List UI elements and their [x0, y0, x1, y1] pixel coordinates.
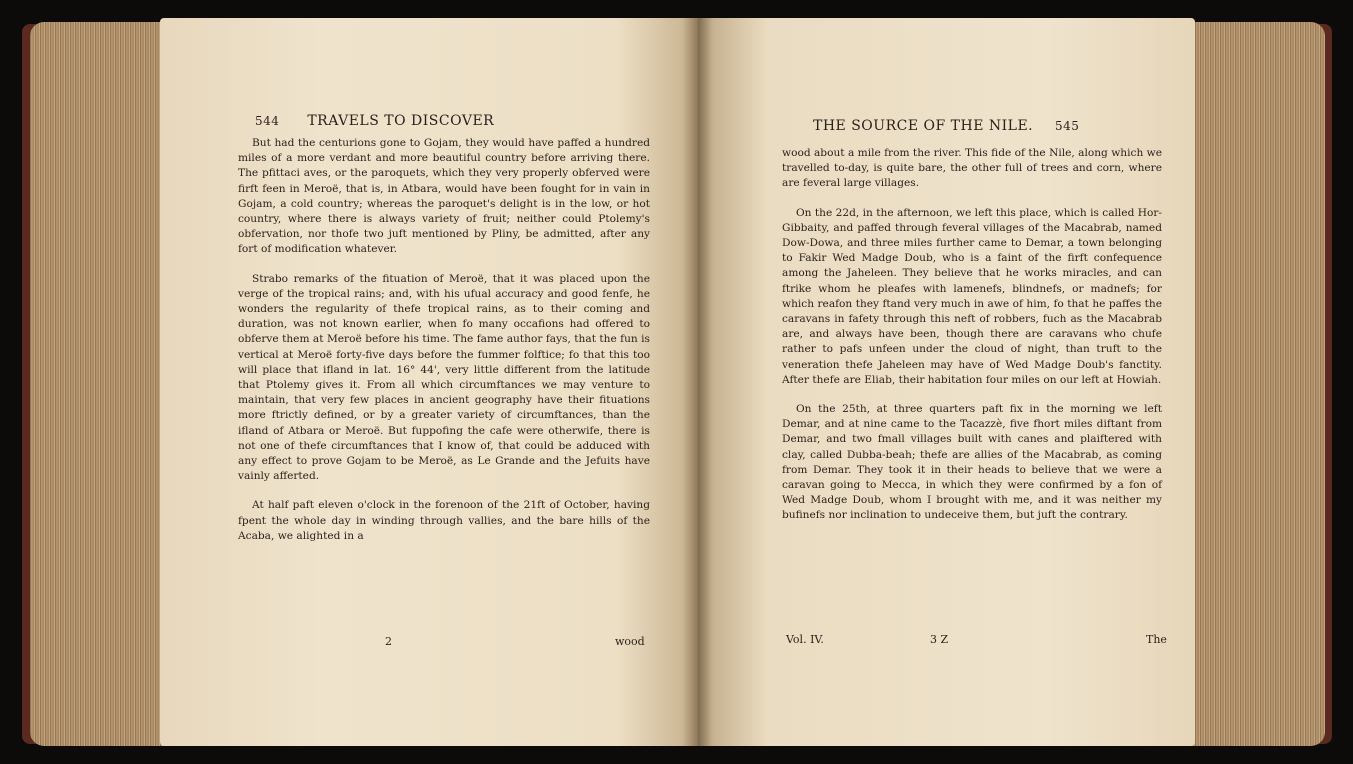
- right-paragraph-2: On the 22d, in the afternoon, we left this place, which is called Hor-Gibbaity, and paffed through feveral villages of the Macabrab, named Dow-Dowa, and three miles further came to Demar, a town belonging to Fakir Wed Madge Doub, who is a faint of the firft confequence among the Jaheleen. They believe that he works miracles, and can ftrike whom he pleafes with lamenefs, blindnefs, or madnefs; for which reafon they ftand very much in awe of him, fo that he paffes the caravans in fafety through this neft of robbers, fuch as the Macabrab are, and always have been, though there are caravans who chufe rather to pafs unfeen under the cloud of night, than truft to the veneration thefe Jaheleen may have of Wed Madge Doub's fanctity. After thefe are Eliab, their habitation four miles on our left at Howiah.: [782, 206, 1162, 386]
- left-signature: 2: [385, 635, 392, 648]
- left-paragraph-1: But had the centurions gone to Gojam, they would have paffed a hundred miles of a more verdant and more beautiful country before arriving there. The pfittaci aves, or the paroquets, which they very properly obferved were firft feen in Meroë, that is, in Atbara, would have been fought for in vain in Gojam, a cold country; whereas the paroquet's delight is in the low, or hot country, where there is always variety of fruit; neither could Ptolemy's obfervation, nor thofe two juft mentioned by Pliny, be admitted, after any fort of modification whatever.: [238, 137, 650, 256]
- right-running-header: [813, 118, 1079, 134]
- right-body-text: [782, 146, 1162, 524]
- left-running-head: TRAVELS TO DISCOVER: [307, 113, 495, 129]
- right-page-number: 545: [1055, 119, 1080, 133]
- right-running-head: THE SOURCE OF THE NILE.: [813, 118, 1034, 134]
- page-edges-right: [1190, 22, 1325, 746]
- right-catchword: The: [1146, 633, 1167, 646]
- right-signature: 3 Z: [930, 633, 949, 646]
- page-edges-left: [30, 22, 165, 746]
- volume-number: Vol. IV.: [786, 633, 824, 646]
- left-catchword: wood: [615, 635, 645, 648]
- left-paragraph-3: At half paft eleven o'clock in the forenoon of the 21ft of October, having fpent the whole day in winding through vallies, and the bare hills of the Acaba, we alighted in a: [238, 499, 650, 542]
- right-paragraph-1: wood about a mile from the river. This fide of the Nile, along which we travelled to-day, is quite bare, the other full of trees and corn, where are feveral large villages.: [782, 147, 1162, 190]
- left-page-number: 544: [255, 114, 280, 128]
- left-page: [160, 18, 698, 746]
- right-paragraph-3: On the 25th, at three quarters paft fix in the morning we left Demar, and at nine came to the Tacazzè, five fhort miles diftant from Demar, and two fmall villages built with canes and plaiftered with clay, called Dubba-beah; thefe are allies of the Macabrab, as coming from Demar. They took it in their heads to believe that we were a caravan going to Mecca, in which they were confirmed by a fon of Wed Madge Doub, whom I brought with me, and it was neither my bufinefs nor inclination to undeceive them, but juft the contrary.: [782, 403, 1162, 522]
- left-body-text: [238, 136, 650, 544]
- left-running-header: [255, 113, 494, 129]
- left-paragraph-2: Strabo remarks of the fituation of Meroë, that it was placed upon the verge of the tropical rains; and, with his ufual accuracy and good fenfe, he wonders the regularity of thefe tropical rains, as to their coming and duration, was not known earlier, when fo many occafions had offered to obferve them at Meroë before his time. The fame author fays, that the fun is vertical at Meroë forty-five days before the fummer folftice; fo that this too will place that ifland in lat. 16° 44', very little different from the latitude that Ptolemy gives it. From all which circumftances we may venture to maintain, that very few places in ancient geography have their fituations more ftrictly defined, or by a greater variety of circumftances, than the ifland of Atbara or Meroë. But fuppofing the cafe were otherwife, there is not one of thefe circumftances that I know of, that could be adduced with any effect to prove Gojam to be Meroë, as Le Grande and the Jefuits have vainly afferted.: [238, 272, 650, 483]
- right-page: [698, 18, 1195, 746]
